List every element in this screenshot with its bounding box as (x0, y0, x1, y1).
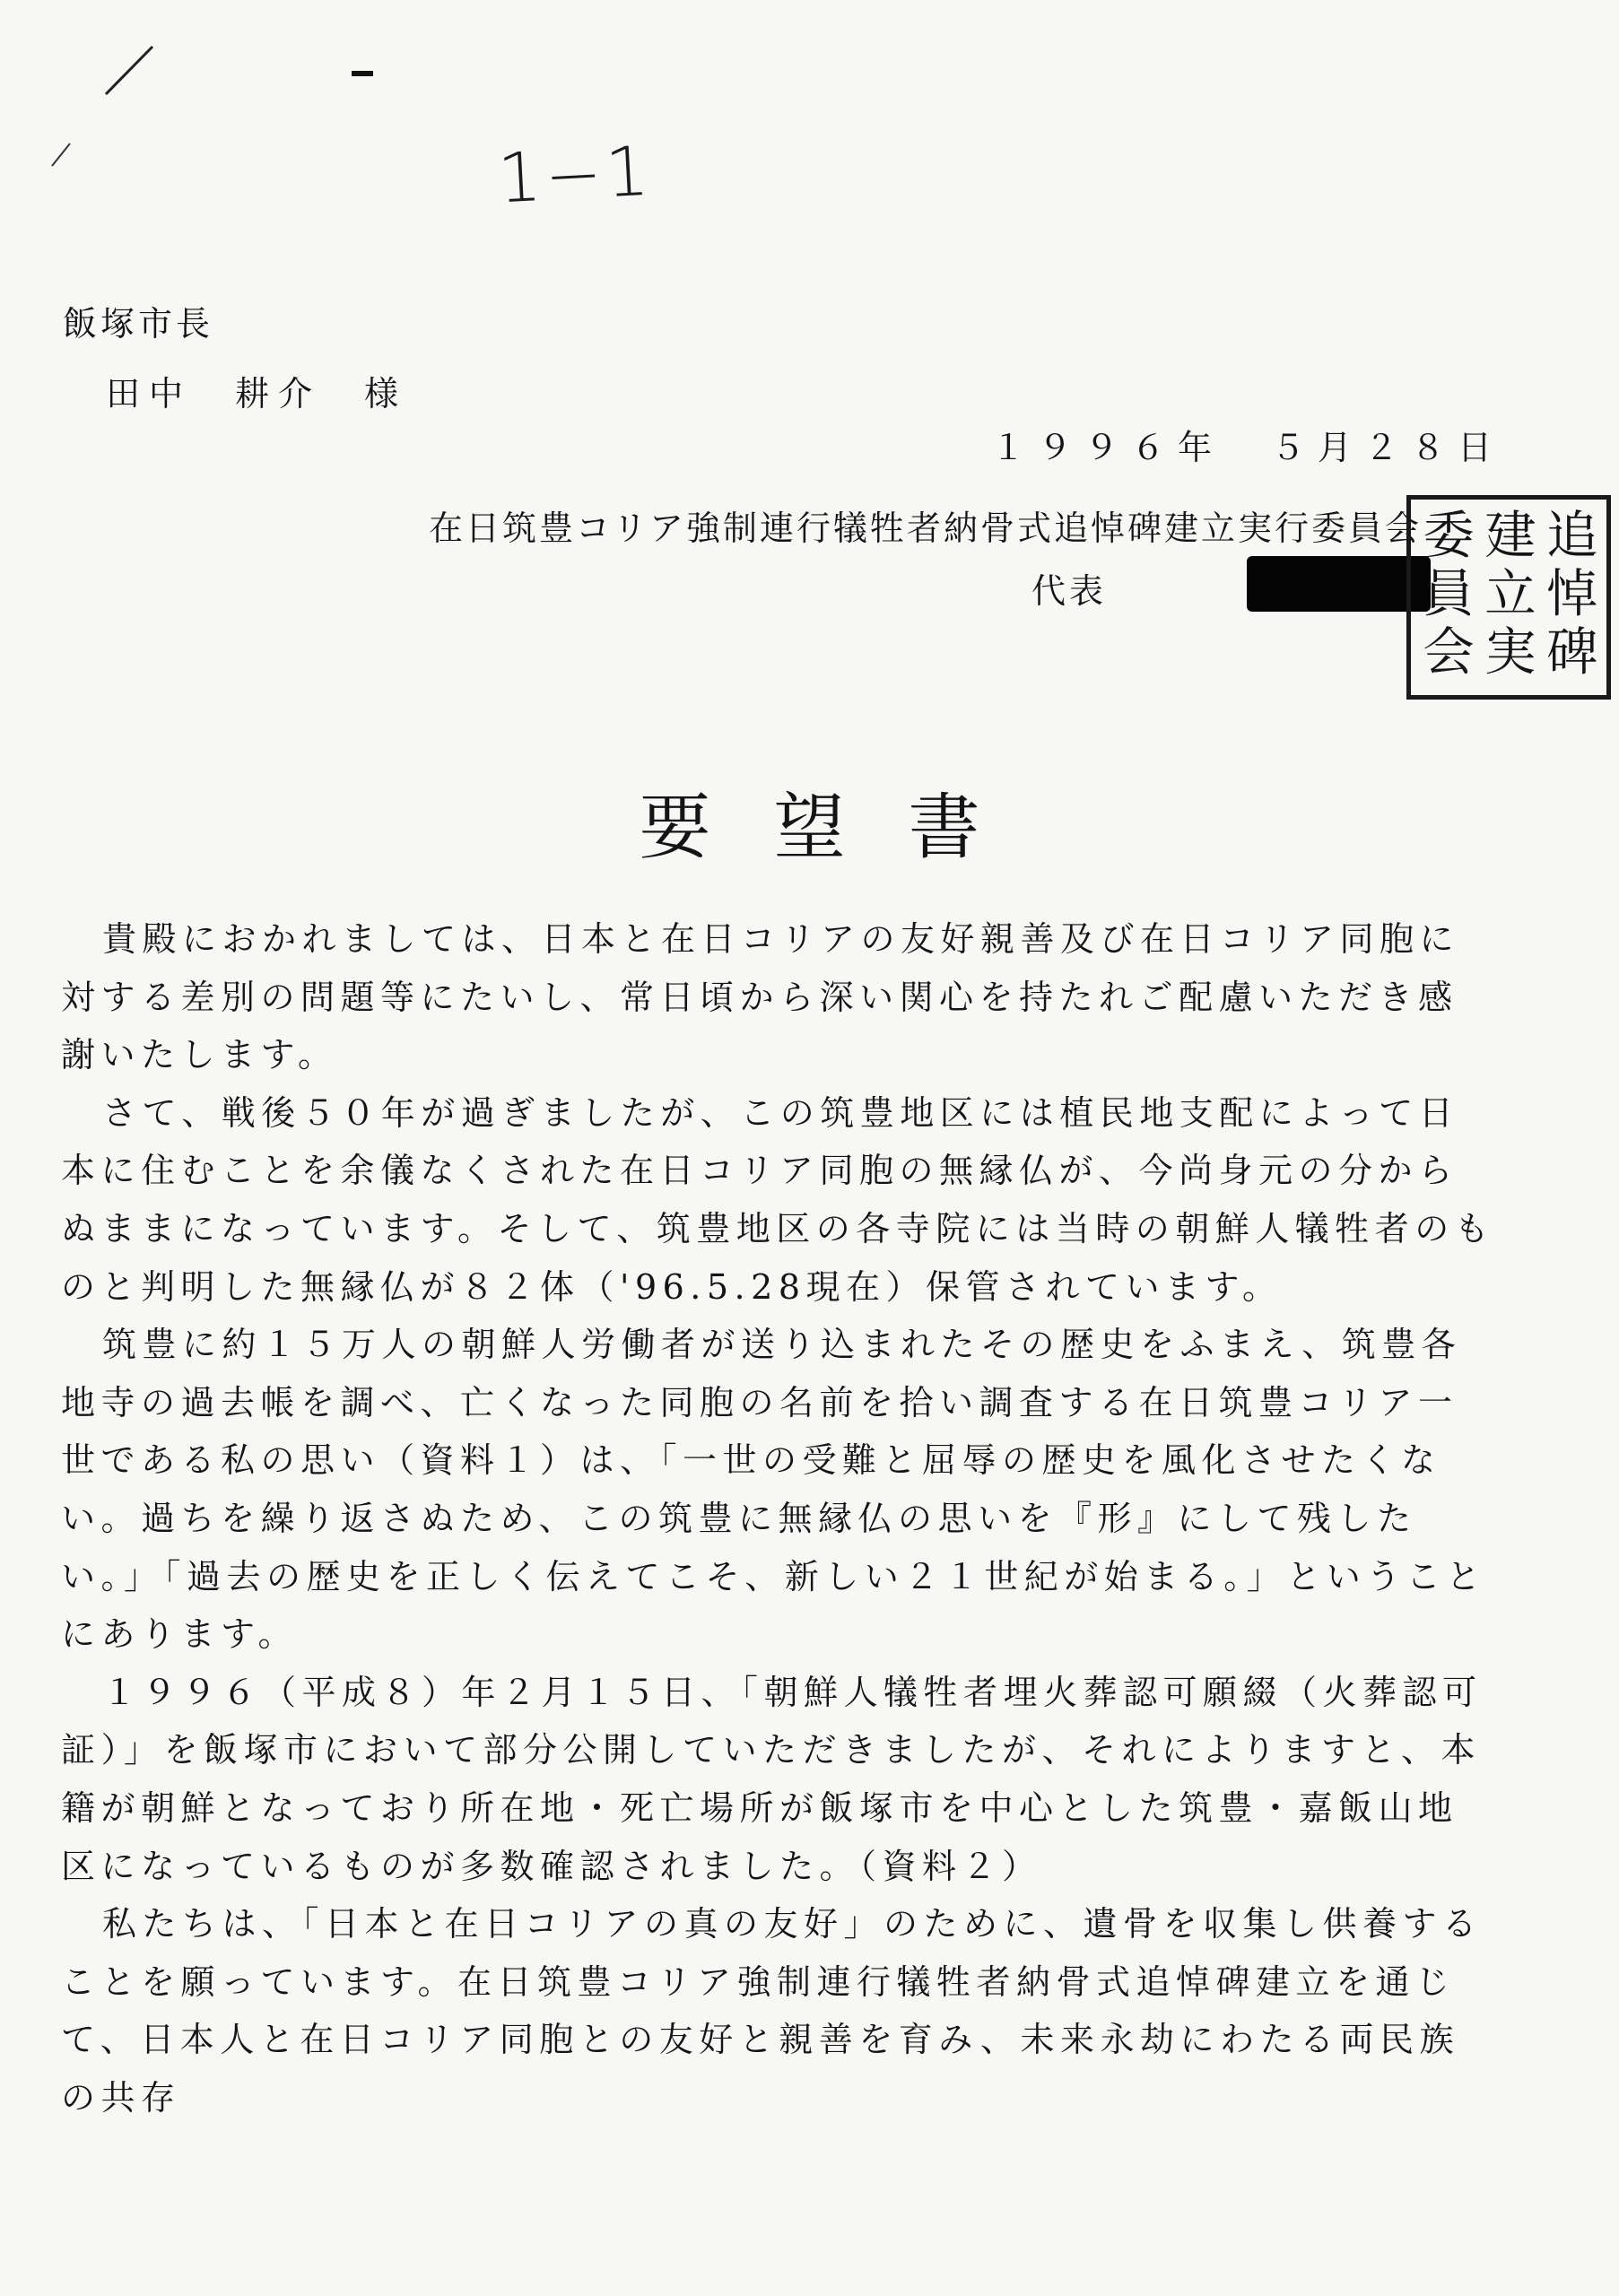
body-paragraph: 筑豊に約１５万人の朝鮮人労働者が送り込まれたその歴史をふまえ、筑豊各地寺の過去帳を調べ、亡くなった同胞の名前を拾い調査する在日筑豊コリア一世である私の思い（資料１）は、「一世の受難と屈辱の歴史を風化させたくない。過ちを繰り返さぬため、この筑豊に無縁仏の思いを『形』にして残したい。」「過去の歴史を正しく伝えてこそ、新しい２１世紀が始まる。」ということにあります。 (61, 1325, 1486, 1655)
body-paragraph: 私たちは、「日本と在日コリアの真の友好」のために、遺骨を収集し供養することを願っています。在日筑豊コリア強制連行犠牲者納骨式追悼碑建立を通じて、日本人と在日コリア同胞との友好と親善を育み、未来永劫にわたる両民族の共存 (61, 1904, 1483, 2118)
svg-text:建: 建 (1484, 505, 1536, 566)
svg-text:委: 委 (1423, 505, 1475, 566)
body-paragraph: さて、戦後５０年が過ぎましたが、この筑豊地区には植民地支配によって日本に住むことを余儀なくされた在日コリア同胞の無縁仏が、今尚身元の分からぬままになっています。そして、筑豊地区の各寺院には当時の朝鮮人犠牲者のものと判明した無縁仏が８２体（'96.5.28現在）保管されています。 (61, 1092, 1495, 1307)
addressee-name: 田中 耕介 様 (106, 374, 408, 413)
seal-stamp-graphic (1411, 500, 1606, 695)
svg-text:立: 立 (1484, 563, 1536, 624)
sender-organization: 在日筑豊コリア強制連行犠牲者納骨式追悼碑建立実行委員会 (429, 509, 1423, 548)
svg-text:悼: 悼 (1546, 563, 1598, 624)
svg-text:実: 実 (1484, 622, 1536, 683)
body-paragraph: 貴殿におかれましては、日本と在日コリアの友好親善及び在日コリア同胞に対する差別の問題等にたいし、常日頃から深い関心を持たれご配慮いただき感謝いたします。 (61, 919, 1460, 1075)
svg-text:碑: 碑 (1546, 622, 1598, 683)
sender-representative-label: 代表 (1031, 571, 1108, 611)
redaction-bar (1247, 556, 1431, 612)
svg-text:会: 会 (1423, 622, 1475, 683)
document-title: 要望書 (639, 786, 1043, 869)
body-paragraph: １９９６（平成８）年２月１５日、「朝鮮人犠牲者埋火葬認可願綴（火葬認可証）」を飯塚市において部分公開していただきましたが、それによりますと、本籍が朝鮮となっており所在地・死亡場所が飯塚市を中心とした筑豊・嘉飯山地区になっているものが多数確認されました。（資料２） (61, 1672, 1483, 1886)
handwritten-reference-number: 1−1 (495, 130, 655, 219)
organization-seal (1406, 495, 1611, 700)
document-date: １９９６年 ５月２８日 (990, 428, 1504, 467)
handwritten-strokes (0, 0, 1619, 269)
document-body (61, 910, 1496, 2126)
svg-text:員: 員 (1423, 563, 1475, 624)
svg-text:追: 追 (1546, 505, 1598, 566)
addressee-organization: 飯塚市長 (63, 304, 214, 344)
